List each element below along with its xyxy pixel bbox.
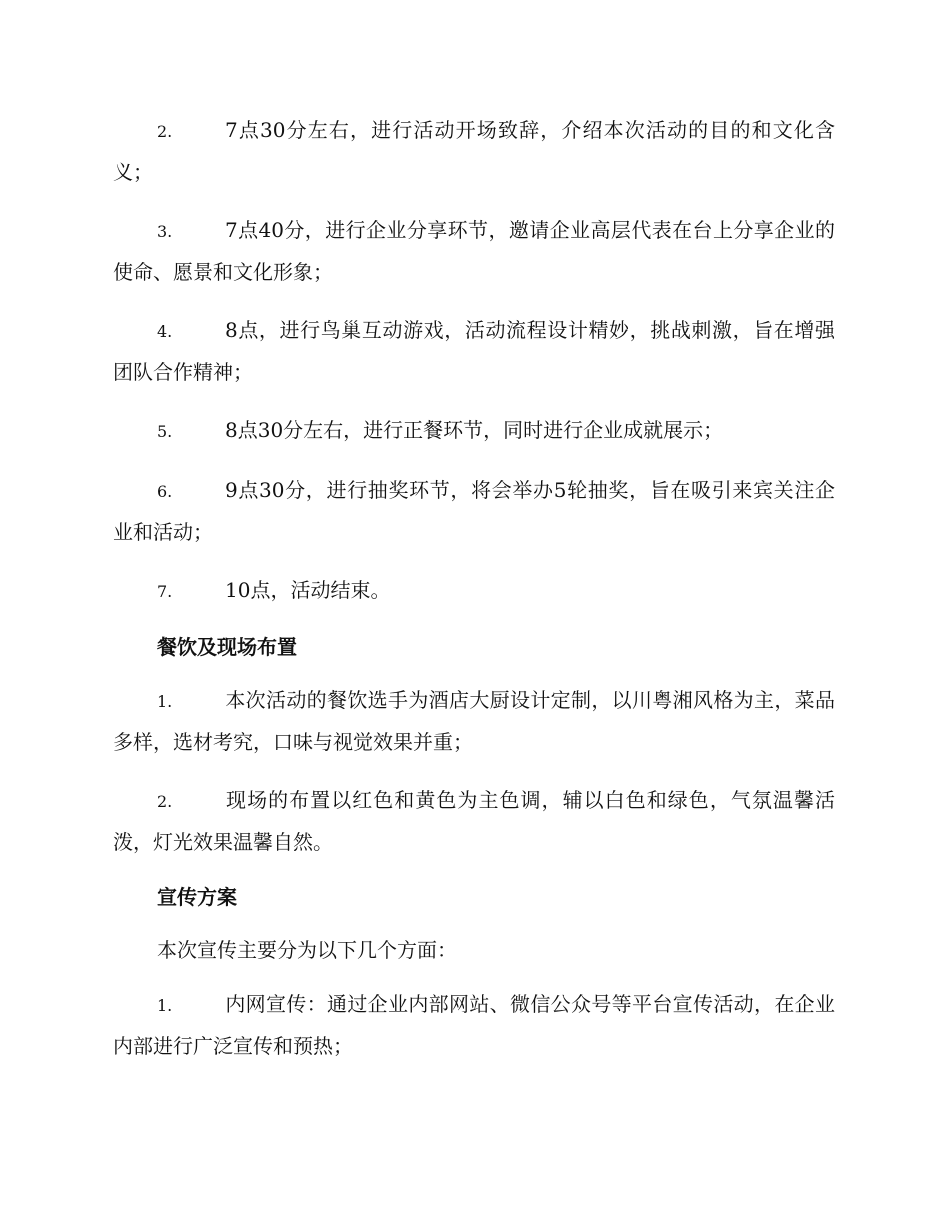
section-heading-promotion: 宣传方案 <box>157 885 237 909</box>
list-item <box>113 470 835 552</box>
list-text: 8点30分左右，进行正餐环节，同时进行企业成就展示； <box>225 418 724 442</box>
list-item <box>113 410 835 452</box>
list-text: 7点40分，进行企业分享环节，邀请企业高层代表在台上分享企业的使命、愿景和文化形象； <box>113 218 835 284</box>
list-text: 10点，活动结束。 <box>225 578 391 602</box>
list-text: 7点30分左右，进行活动开场致辞，介绍本次活动的目的和文化含义； <box>113 118 835 184</box>
list-text: 本次活动的餐饮选手为酒店大厨设计定制，以川粤湘风格为主，菜品多样，选材考究，口味与视觉效果并重； <box>113 688 835 754</box>
list-text: 9点30分，进行抽奖环节，将会举办5轮抽奖，旨在吸引来宾关注企业和活动； <box>113 478 835 544</box>
list-number: 1. <box>157 996 173 1015</box>
list-item <box>113 110 835 192</box>
list-item <box>113 780 835 862</box>
list-number: 5. <box>157 422 173 441</box>
list-text: 8点，进行鸟巢互动游戏，活动流程设计精妙，挑战刺激，旨在增强团队合作精神； <box>113 318 835 384</box>
list-item <box>113 210 835 292</box>
list-number: 3. <box>157 222 173 241</box>
list-item <box>113 310 835 392</box>
list-item <box>113 570 835 612</box>
list-number: 7. <box>157 582 173 601</box>
list-item <box>113 984 835 1066</box>
section-intro: 本次宣传主要分为以下几个方面： <box>157 938 457 962</box>
list-text: 现场的布置以红色和黄色为主色调，辅以白色和绿色，气氛温馨活泼，灯光效果温馨自然。 <box>113 788 835 854</box>
list-text: 内网宣传：通过企业内部网站、微信公众号等平台宣传活动，在企业内部进行广泛宣传和预热； <box>113 992 835 1058</box>
section-heading-catering: 餐饮及现场布置 <box>157 635 297 659</box>
list-number: 2. <box>157 122 173 141</box>
list-number: 2. <box>157 792 173 811</box>
document-body <box>113 110 835 1084</box>
list-number: 6. <box>157 482 173 501</box>
list-item <box>113 680 835 762</box>
list-number: 1. <box>157 692 173 711</box>
list-number: 4. <box>157 322 173 341</box>
